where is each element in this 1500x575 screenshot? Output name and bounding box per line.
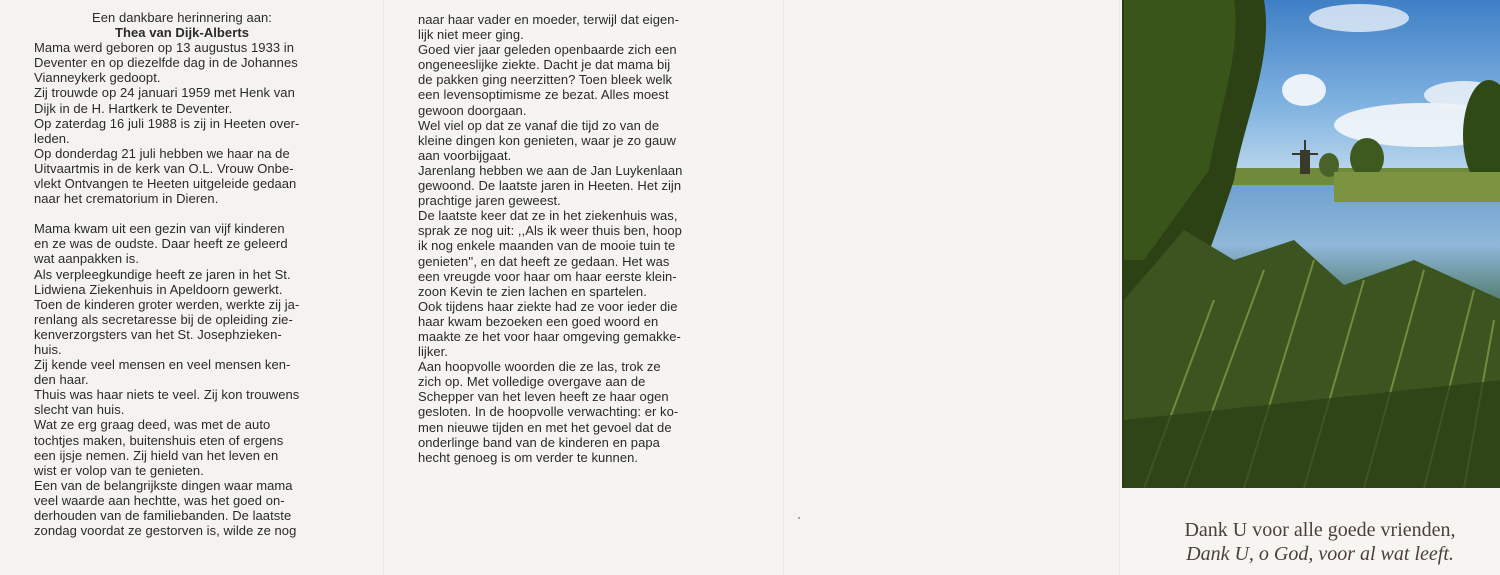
- deceased-name: Thea van Dijk-Alberts: [115, 25, 249, 41]
- text-line: slecht van huis.: [34, 402, 125, 418]
- text-line: gesloten. In de hoopvolle verwachting: er ko-: [418, 404, 679, 420]
- text-line: Toen de kinderen groter werden, werkte zij ja-: [34, 296, 300, 312]
- text-line: naar haar vader en moeder, terwijl dat eigen-: [418, 12, 679, 27]
- text-line: wist er volop van te genieten.: [34, 462, 204, 478]
- text-line: Deventer en op diezelfde dag in de Johannes: [34, 55, 298, 71]
- text-line: een levensoptimisme ze bezat. Alles moest: [418, 87, 669, 103]
- text-line: Zij trouwde op 24 januari 1959 met Henk van: [34, 85, 295, 101]
- text-line: Vianneykerk gedoopt.: [34, 70, 161, 86]
- text-line: Lidwiena Ziekenhuis in Apeldoorn gewerkt.: [34, 281, 283, 297]
- text-line: aan voorbijgaat.: [418, 147, 512, 163]
- paragraph-continuation: [418, 12, 718, 465]
- text-line: derhouden van de familiebanden. De laatste: [34, 508, 292, 523]
- text-line: kleine dingen kon genieten, waar je zo gauw: [418, 132, 676, 148]
- text-line: prachtige jaren geweest.: [418, 193, 561, 209]
- text-line: Schepper van het leven heeft ze haar ogen: [418, 389, 669, 405]
- text-line: genieten'', en dat heeft ze gedaan. Het was: [418, 253, 670, 269]
- text-line: Uitvaartmis in de kerk van O.L. Vrouw Onbe-: [34, 160, 294, 176]
- text-line: zondag voordat ze gestorven is, wilde ze nog: [34, 523, 297, 539]
- verse-line-1: Dank U voor alle goede vrienden,: [1184, 519, 1456, 541]
- text-line: zich op. Met volledige overgave aan de: [418, 374, 646, 390]
- text-line: Ook tijdens haar ziekte had ze voor ieder die: [418, 298, 678, 314]
- text-line: een ijsje nemen. Zij hield van het leven en: [34, 447, 279, 463]
- paper-speck: [798, 517, 800, 519]
- text-line: De laatste keer dat ze in het ziekenhuis was,: [418, 208, 678, 224]
- text-line: Thuis was haar niets te veel. Zij kon trouwens: [34, 387, 300, 403]
- text-line: haar kwam bezoeken een goed woord en: [418, 313, 659, 329]
- text-line: den haar.: [34, 372, 89, 388]
- text-line: Mama kwam uit een gezin van vijf kinderen: [34, 221, 285, 237]
- card-panel-blank: [784, 0, 1120, 575]
- text-line: vlekt Ontvangen te Heeten uitgeleide gedaan: [34, 176, 297, 192]
- text-line: Jarenlang hebben we aan de Jan Luykenlaan: [418, 162, 683, 178]
- text-line: gewoon doorgaan.: [418, 102, 527, 118]
- text-line: Mama werd geboren op 13 augustus 1933 in: [34, 40, 295, 56]
- text-line: Aan hoopvolle woorden die ze las, trok ze: [418, 359, 661, 375]
- text-line: naar het crematorium in Dieren.: [34, 191, 219, 207]
- fold-line: [1119, 0, 1121, 575]
- text-line: onderlinge band van de kinderen en papa: [418, 434, 660, 450]
- text-line: ongeneeslijke ziekte. Dacht je dat mama bij: [418, 57, 671, 73]
- text-line: veel waarde aan hechtte, was het goed on-: [34, 492, 285, 508]
- text-line: Op donderdag 21 juli hebben we haar na de: [34, 145, 290, 161]
- paragraph-biography: [34, 40, 330, 206]
- text-line: en ze was de oudste. Daar heeft ze geleerd: [34, 236, 288, 252]
- text-line: gewoond. De laatste jaren in Heeten. Het zijn: [418, 178, 682, 194]
- fold-line: [383, 0, 385, 575]
- cloud: [1282, 74, 1326, 106]
- text-line: Als verpleegkundige heeft ze jaren in het St.: [34, 266, 291, 282]
- memorial-text-left: [34, 10, 330, 538]
- intro-line: Een dankbare herinnering aan:: [92, 10, 272, 25]
- text-line: wat aanpakken is.: [34, 251, 139, 267]
- text-line: Een van de belangrijkste dingen waar mama: [34, 477, 293, 493]
- text-line: Zij kende veel mensen en veel mensen ken-: [34, 357, 291, 373]
- right-bank: [1334, 172, 1500, 202]
- text-line: Op zaterdag 16 juli 1988 is zij in Heeten over-: [34, 115, 300, 131]
- paragraph-life: [34, 221, 330, 538]
- text-line: zoon Kevin te zien lachen en spartelen.: [418, 283, 647, 299]
- text-line: Wat ze erg graag deed, was met de auto: [34, 417, 271, 433]
- text-line: men nieuwe tijden en met het gevoel dat de: [418, 419, 672, 435]
- text-line: Dijk in de H. Hartkerk te Deventer.: [34, 100, 233, 116]
- text-line: een vreugde voor haar om haar eerste klein-: [418, 268, 677, 284]
- text-line: huis.: [34, 341, 62, 357]
- text-line: lijker.: [418, 344, 448, 360]
- text-line: lijk niet meer ging.: [418, 27, 524, 43]
- memorial-text-middle: [418, 12, 718, 465]
- verse-caption: [1150, 518, 1490, 566]
- text-line: Wel viel op dat ze vanaf die tijd zo van de: [418, 117, 660, 133]
- text-line: ik nog enkele maanden van de mooie tuin te: [418, 238, 676, 254]
- text-line: sprak ze nog uit: ,,Als ik weer thuis ben, hoop: [418, 223, 682, 239]
- text-line: kenverzorgsters van het St. Josephzieken-: [34, 326, 282, 342]
- text-line: Goed vier jaar geleden openbaarde zich een: [418, 42, 677, 58]
- landscape-photo: [1122, 0, 1500, 488]
- text-line: renlang als secretaresse bij de opleiding zie-: [34, 311, 293, 327]
- text-line: hecht genoeg is om verder te kunnen.: [418, 449, 639, 465]
- text-line: tochtjes maken, buitenshuis eten of ergens: [34, 432, 284, 448]
- text-line: maakte ze het voor haar omgeving gemakke-: [418, 328, 681, 344]
- fold-line: [783, 0, 785, 575]
- cloud: [1309, 4, 1409, 32]
- text-line: de pakken ging neerzitten? Toen bleek welk: [418, 72, 673, 88]
- text-line: leden.: [34, 130, 70, 146]
- verse-line-2: Dank U, o God, voor al wat leeft.: [1186, 543, 1454, 565]
